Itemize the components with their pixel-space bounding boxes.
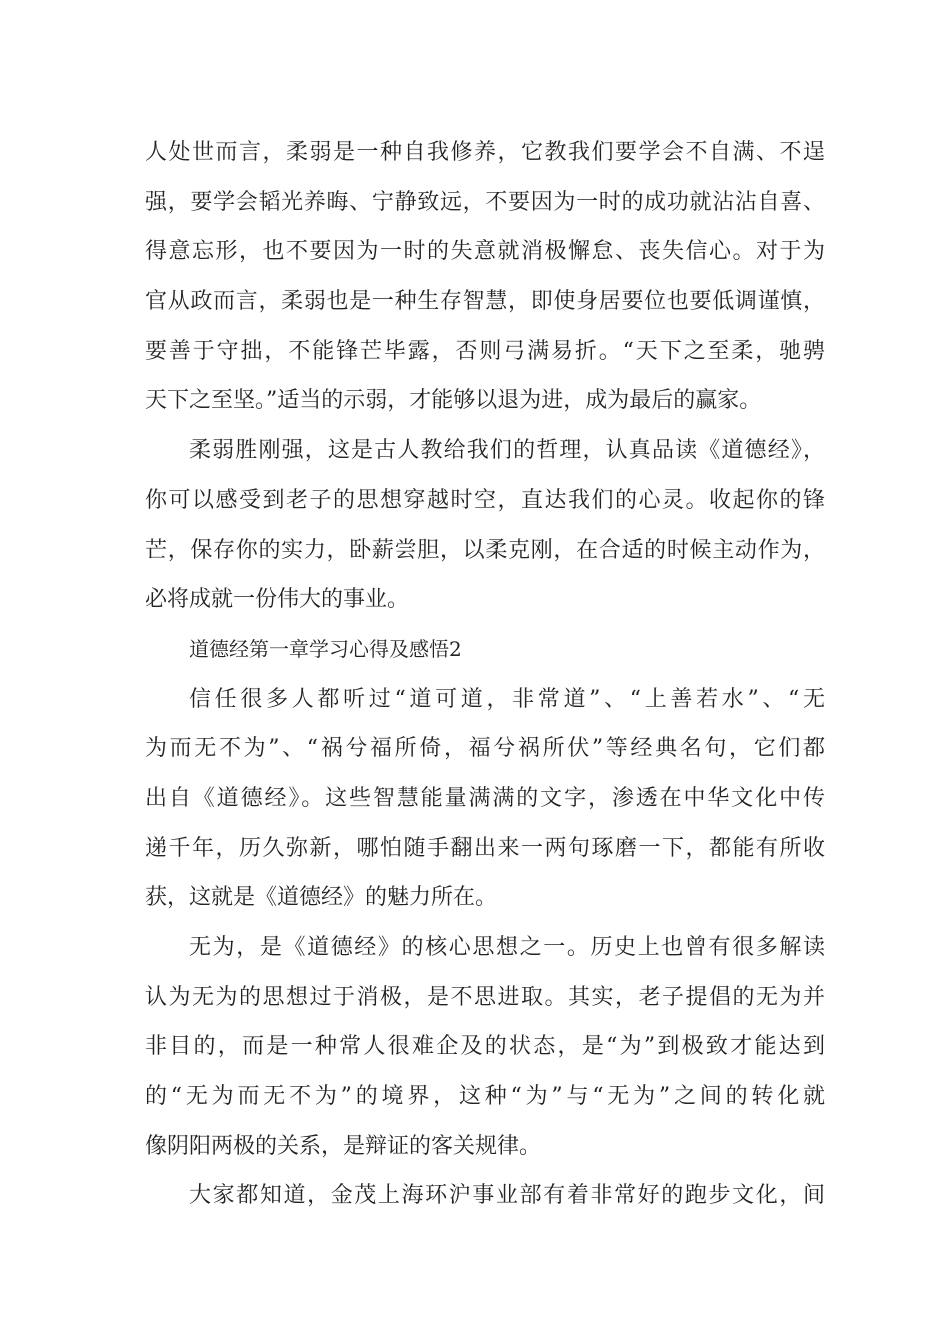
text-line: 天下之至坚。”适当的示弱，才能够以退为进，成为最后的赢家。 [145, 388, 762, 414]
text-line: 获，这就是《道德经》的魅力所在。 [145, 885, 498, 911]
text-line: 无为，是《道德经》的核心思想之一。历史上也曾有很多解读 [189, 935, 825, 960]
text-line: 必将成就一份伟大的事业。 [145, 587, 410, 613]
text-line: 得意忘形，也不要因为一时的失意就消极懈怠、丧失信心。对于为 [145, 239, 825, 265]
text-line: 大家都知道，金茂上海环沪事业部有着非常好的跑步文化，间 [189, 1183, 825, 1209]
text-line: 出自《道德经》。这些智慧能量满满的文字，渗透在中华文化中传 [145, 785, 825, 811]
section-heading: 道德经第一章学习心得及感悟2 [189, 636, 462, 661]
text-line: 你可以感受到老子的思想穿越时空，直达我们的心灵。收起你的锋 [145, 487, 825, 513]
text-line: 的“无为而无不为”的境界，这种“为”与“无为”之间的转化就 [145, 1084, 825, 1110]
text-line: 非目的，而是一种常人很难企及的状态，是“为”到极致才能达到 [145, 1034, 825, 1060]
text-line: 像阴阳两极的关系，是辩证的客关规律。 [145, 1133, 542, 1159]
document-body [145, 128, 825, 1221]
text-line: 人处世而言，柔弱是一种自我修养，它教我们要学会不自满、不逞 [145, 140, 825, 165]
text-line: 为而无不为”、“祸兮福所倚，福兮祸所伏”等经典名句，它们都 [145, 736, 825, 762]
text-line: 信任很多人都听过“道可道，非常道”、“上善若水”、“无 [189, 686, 825, 712]
text-line: 芒，保存你的实力，卧薪尝胆，以柔克刚，在合适的时候主动作为， [145, 537, 825, 563]
text-line: 认为无为的思想过于消极，是不思进取。其实，老子提倡的无为并 [145, 984, 825, 1010]
text-line: 递千年，历久弥新，哪怕随手翻出来一两句琢磨一下，都能有所收 [145, 835, 825, 861]
text-line: 强，要学会韬光养晦、宁静致远，不要因为一时的成功就沾沾自喜、 [145, 189, 825, 215]
text-line: 官从政而言，柔弱也是一种生存智慧，即使身居要位也要低调谨慎， [145, 289, 825, 315]
text-line: 柔弱胜刚强，这是古人教给我们的哲理，认真品读《道德经》， [189, 438, 825, 464]
text-line: 要善于守拙，不能锋芒毕露，否则弓满易折。“天下之至柔，驰骋 [145, 338, 825, 364]
